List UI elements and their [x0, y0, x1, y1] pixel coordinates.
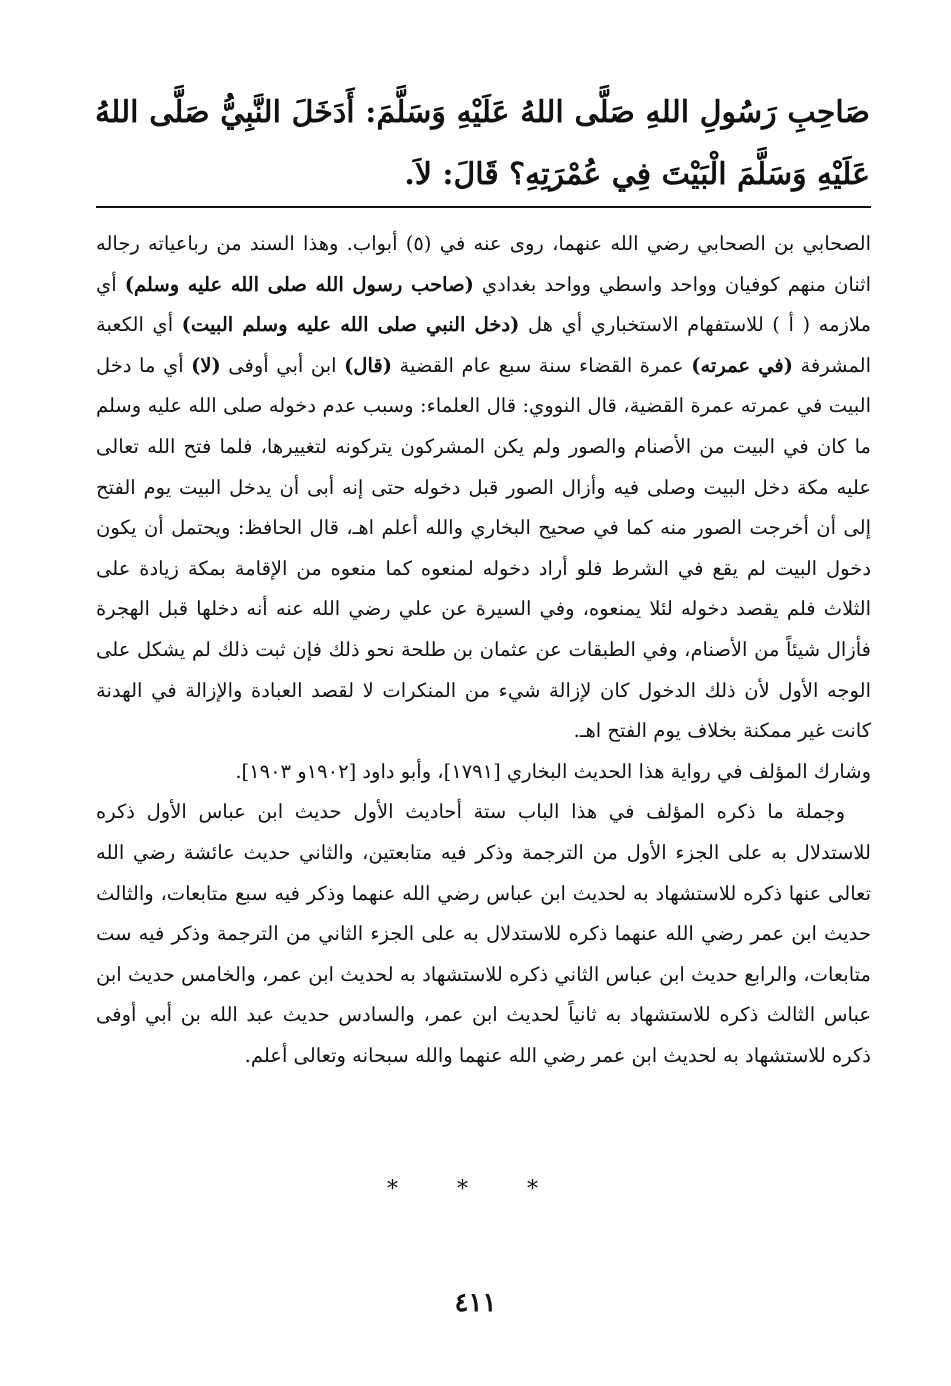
commentary-paragraph: [96, 224, 871, 752]
section-separator: * * *: [387, 1177, 564, 1202]
commentary-text: أي ما دخل البيت في عمرته عمرة القضية، قال النووي: قال العلماء: وسبب عدم دخوله صلى الله عليه وسلم ما كان في البيت من الأصنام والصور ولم يكن المشركون يتركونه لتغييرها، فلما فتح الله تعالى عليه مكة دخل البيت وصلى فيه وأزال الصور قبل دخوله حتى إنه أبى أن يدخل البيت يوم الفتح إلى أن أخرجت الصور منه كما في صحيح البخاري والله أعلم اهـ، قال الحافظ: ويحتمل أن يكون دخول البيت لم يقع في الشرط فلو أراد دخوله لمنعوه كما منعوه من الإقامة بمكة زيادة على الثلاث فلم يقصد دخوله لئلا يمنعوه، وفي السيرة عن علي رضي الله عنه أنه دخلها قبل الهجرة فأزال شيئاً من الأصنام، وفي الطبقات عن عثمان بن طلحة نحو ذلك فإن ثبت ذلك لم يشكل على الوجه الأول لأن ذلك الدخول كان لإزالة شيء من المنكرات لا لقصد العبادة والإزالة في الهدنة كانت غير ممكنة بخلاف يوم الفتح اهـ.: [96, 353, 871, 743]
commentary-text: ابن أبي أوفى: [220, 353, 345, 377]
quoted-phrase: (لا): [191, 353, 221, 377]
commentary-text: أي الكعبة المشرفة: [96, 313, 872, 377]
chapter-summary: وجملة ما ذكره المؤلف في هذا الباب ستة أحاديث الأول حديث ابن عباس الأول ذكره للاستدلال به على الجزء الأول من الترجمة وذكر فيه متابعتين، والثاني حديث عائشة رضي الله تعالى عنها ذكره للاستشهاد به لحديث ابن عباس رضي الله عنهما وذكر فيه سبع متابعات، والثالث حديث ابن عمر رضي الله عنهما ذكره للاستدلال به على الجزء الثاني من الترجمة وذكر فيه ست متابعات، والرابع حديث ابن عباس الثاني ذكره للاستشهاد به لحديث ابن عمر، والخامس حديث ابن عباس الثالث ذكره للاستشهاد به ثانياً لحديث ابن عمر، والسادس حديث عبد الله بن أبي أوفى ذكره للاستشهاد به لحديث ابن عمر رضي الله عنهما والله سبحانه وتعالى أعلم.: [96, 800, 871, 1067]
quoted-phrase: (دخل النبي صلى الله عليه وسلم البيت): [181, 313, 520, 337]
quoted-phrase: (صاحب رسول الله صلى الله عليه وسلم): [124, 272, 474, 296]
commentary-text: الصحابي بن الصحابي رضي الله عنهما، روى عنه في (٥) أبواب. وهذا السند من رباعياته رجاله اثنان منهم كوفيان وواحد واسطي وواحد بغدادي: [96, 232, 872, 296]
commentary-text: عمرة القضاء سنة سبع عام القضية: [391, 353, 692, 377]
commentary-text: أي ملازمه ( أ ) للاستفهام الاستخباري أي هل: [96, 272, 871, 337]
reference-note: وشارك المؤلف في رواية هذا الحديث البخاري [١٧٩١]، وأبو داود [١٩٠٢و ١٩٠٣].: [235, 759, 871, 783]
quoted-phrase: (قال): [344, 353, 392, 377]
page-number: ٤١١: [454, 1288, 497, 1318]
hadith-text: صَاحِبِ رَسُولِ اللهِ صَلَّى اللهُ عَلَيْهِ وَسَلَّمَ: أَدَخَلَ النَّبِيُّ صَلَّى اللهُ عَلَيْهِ وَسَلَّمَ الْبَيْتَ فِي عُمْرَتِهِ؟ قَالَ: لاَ.: [95, 95, 870, 192]
commentary-section: [96, 224, 871, 1076]
footnote-divider: [96, 206, 871, 208]
quoted-phrase: (في عمرته): [691, 353, 793, 377]
